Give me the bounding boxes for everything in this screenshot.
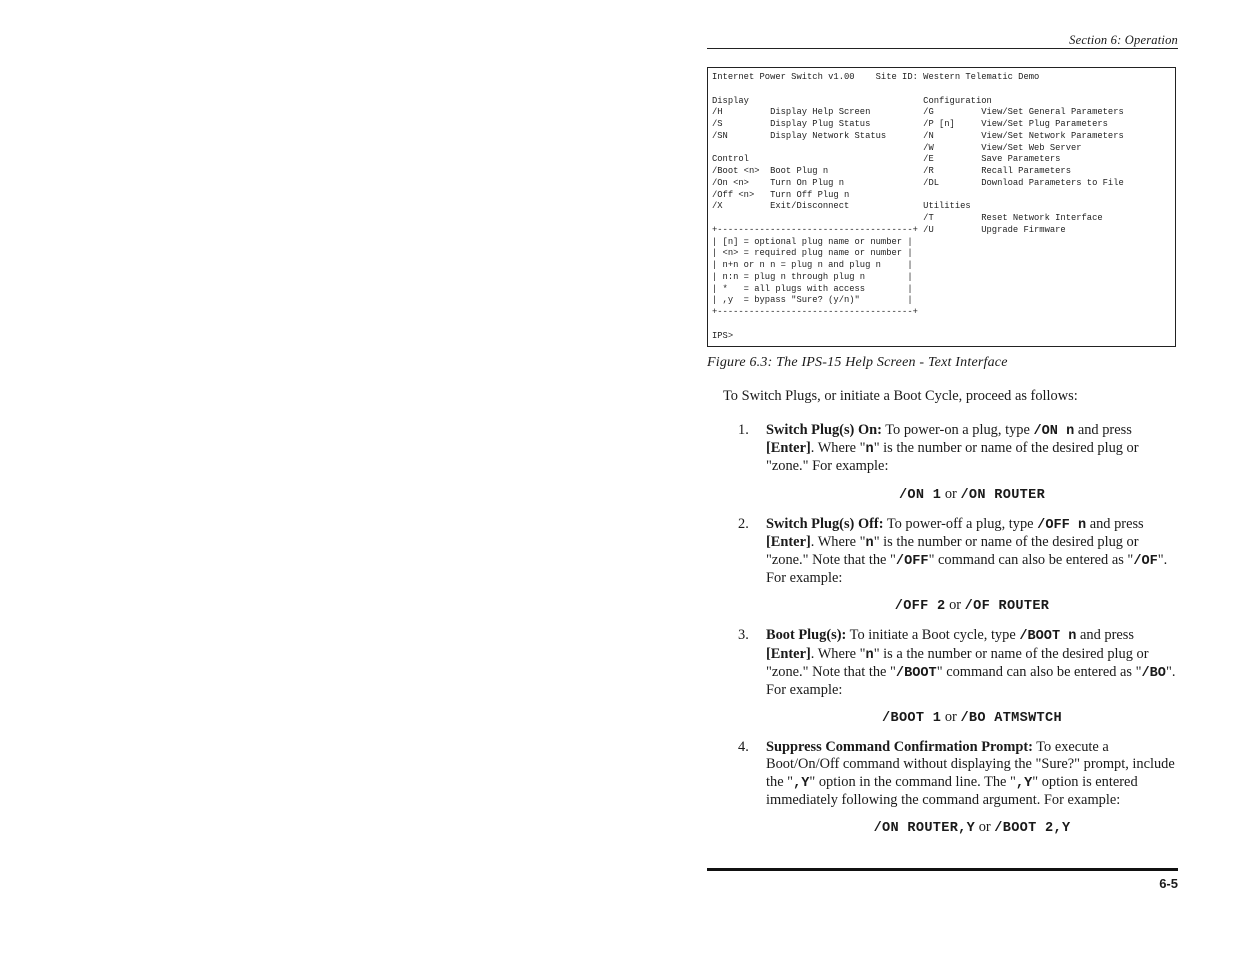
terminal-screen-text: Internet Power Switch v1.00 Site ID: Western Telematic Demo Display Configuration /H Display Help Screen /G View/Set General Parameters /S Display Plug Status /P [n] View/Set Plug Parameters /SN Display Network Status /N View/Set Network Parameters /W View/Set Web Server Control /E Save Parameters /Boot <n> Boot Plug n /R Recall Parameters /On <n> Turn On Plug n /DL Download Parameters to File /Off <n> Turn Off Plug n /X Exit/Disconnect Utilities /T Reset Network Interface +-------------------------------------+ /U Upgrade Firmware | [n] = optional plug name or number | | <n> = required plug name or number | | n+n or n n = plug n and plug n | | n:n = plug n through plug n | | * = all plugs with access | | ,y = bypass "Sure? (y/n)" | +-------------------------------------+ IPS> <box>712 72 1124 341</box>
example-command: /ON ROUTER,Y <box>873 821 976 837</box>
command: /BOOT n <box>1019 629 1077 645</box>
enter-key: [Enter] <box>766 440 811 457</box>
step-title: Switch Plug(s) On: <box>766 422 882 438</box>
step-body: " is a the number or name of the desired plug or "zone." Note that the " <box>766 645 1149 680</box>
step-number: 1. <box>738 422 749 438</box>
step-text <box>766 627 1176 699</box>
step-1 <box>707 422 1178 476</box>
command: n <box>865 442 874 458</box>
steps-list <box>707 422 1178 838</box>
example-2 <box>707 596 1178 616</box>
step-number: 2. <box>738 515 749 532</box>
section-title: Section 6: Operation <box>1069 33 1178 47</box>
step-body: and press <box>1086 515 1144 532</box>
step-body: To execute a Boot/On/Off command without displaying the "Sure?" prompt, include the " <box>766 739 1175 790</box>
step-body: ". For example: <box>766 552 1168 587</box>
command: /OF <box>1133 554 1158 570</box>
example-or: or <box>945 597 965 614</box>
command: /ON n <box>1033 424 1075 439</box>
command: ,Y <box>1015 775 1033 791</box>
example-or: or <box>975 819 995 836</box>
step-4 <box>707 739 1178 809</box>
command: ,Y <box>793 775 810 791</box>
step-body: To initiate a Boot cycle, type <box>846 627 1020 644</box>
command: n <box>865 535 874 551</box>
figure-caption: Figure 6.3: The IPS-15 Help Screen - Text Interface <box>707 355 1008 370</box>
step-title: Boot Plug(s): <box>766 627 847 644</box>
command: n <box>865 647 874 663</box>
step-body: " is the number or name of the desired plug or "zone." Note that the " <box>766 533 1139 569</box>
example-command: /BOOT 2,Y <box>994 821 1071 837</box>
footer-rule <box>707 868 1178 871</box>
step-text <box>766 739 1176 809</box>
command: /OFF <box>895 554 929 570</box>
step-body: To power-on a plug, type <box>881 422 1034 438</box>
step-body: " is the number or name of the desired plug or "zone." For example: <box>766 440 1139 475</box>
example-command: /OFF 2 <box>894 599 946 615</box>
example-command: /BOOT 1 <box>882 711 942 727</box>
example-or: or <box>941 709 961 726</box>
step-body: To power-off a plug, type <box>883 515 1038 532</box>
enter-key: [Enter] <box>766 645 811 662</box>
example-command: /ON 1 <box>898 487 942 503</box>
step-body: ". For example: <box>766 663 1176 699</box>
example-4 <box>707 818 1178 838</box>
example-1 <box>707 485 1178 505</box>
step-body: " command can also be entered as " <box>936 663 1142 680</box>
step-number: 3. <box>738 627 749 644</box>
example-or: or <box>941 485 961 502</box>
step-body: " option is entered immediately following the command argument. For example: <box>766 773 1138 808</box>
page-header <box>707 32 1178 49</box>
example-command: /OF ROUTER <box>964 599 1050 615</box>
step-body: and press <box>1074 422 1132 438</box>
step-body: and press <box>1076 627 1134 644</box>
intro-paragraph: To Switch Plugs, or initiate a Boot Cycle, proceed as follows: <box>723 388 1078 404</box>
step-text <box>766 516 1176 588</box>
step-body: " command can also be entered as " <box>928 552 1134 569</box>
example-command: /BO ATMSWTCH <box>960 711 1062 727</box>
help-screen-terminal <box>707 67 1176 347</box>
step-title: Switch Plug(s) Off: <box>766 515 884 532</box>
step-3 <box>707 627 1178 699</box>
step-body: . Where " <box>810 440 866 457</box>
command: /BO <box>1141 665 1166 681</box>
step-2 <box>707 516 1178 588</box>
step-text <box>766 422 1176 476</box>
step-body: . Where " <box>810 645 866 662</box>
step-body: . Where " <box>810 533 866 550</box>
step-title: Suppress Command Confirmation Prompt: <box>766 739 1033 756</box>
example-command: /ON ROUTER <box>960 487 1046 503</box>
step-body: " option in the command line. The " <box>809 773 1016 790</box>
command: /BOOT <box>895 665 937 681</box>
command: /OFF n <box>1037 517 1087 533</box>
step-number: 4. <box>738 739 749 756</box>
page-number: 6-5 <box>1159 876 1178 891</box>
enter-key: [Enter] <box>766 533 811 550</box>
example-3 <box>707 708 1178 728</box>
